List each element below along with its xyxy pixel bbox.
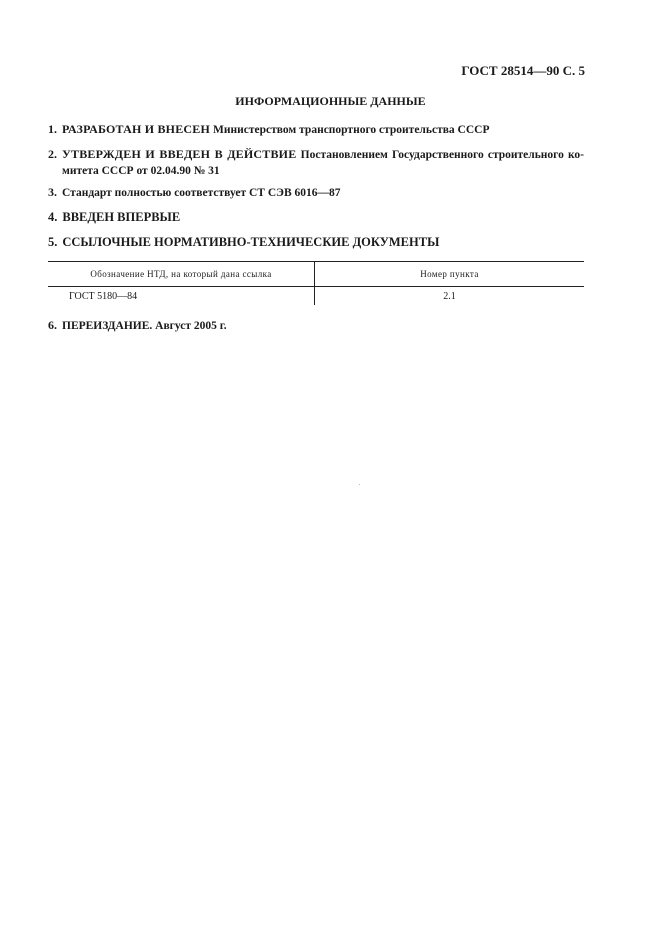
cell-clause: 2.1	[443, 290, 456, 302]
item-line-2: митета СССР от 02.04.90 № 31	[62, 165, 220, 177]
reference-table	[48, 261, 584, 305]
item-line-1	[48, 146, 584, 163]
item-number: 2.	[48, 147, 57, 161]
info-item-3	[48, 184, 584, 201]
item-lead: УТВЕРЖДЕН И ВВЕДЕН В ДЕЙСТВИЕ	[62, 147, 297, 161]
info-item-1	[48, 121, 584, 138]
scan-speck	[359, 484, 360, 485]
info-item-5	[48, 234, 584, 250]
column-header-designation: Обозначение НТД, на который дана ссылка	[48, 262, 315, 287]
item-text: Постановлением Государственного строительного ко-	[300, 149, 584, 161]
item-lead: РАЗРАБОТАН И ВНЕСЕН	[62, 122, 211, 136]
item-number: 1.	[48, 122, 57, 136]
info-item-2	[48, 146, 584, 179]
table-row	[48, 287, 584, 306]
item-number: 4.	[48, 210, 58, 224]
item-number: 6.	[48, 318, 57, 332]
info-item-6	[48, 317, 584, 334]
item-text: ВВЕДЕН ВПЕРВЫЕ	[62, 210, 181, 224]
item-text: ПЕРЕИЗДАНИЕ. Август 2005 г.	[62, 320, 227, 332]
item-number: 5.	[48, 235, 58, 249]
cell-designation: ГОСТ 5180—84	[48, 287, 315, 306]
item-text: Министерством транспортного строительства СССР	[213, 124, 490, 136]
doc-header: ГОСТ 28514—90 С. 5	[461, 63, 585, 78]
item-text: Стандарт полностью соответствует СТ СЭВ 6016—87	[62, 187, 341, 199]
section-title: ИНФОРМАЦИОННЫЕ ДАННЫЕ	[235, 94, 426, 108]
info-item-4	[48, 209, 584, 225]
item-text: ССЫЛОЧНЫЕ НОРМАТИВНО-ТЕХНИЧЕСКИЕ ДОКУМЕНТЫ	[62, 235, 440, 249]
table-header-row	[48, 262, 584, 287]
column-header-clause: Номер пункта	[315, 262, 585, 287]
item-number: 3.	[48, 185, 57, 199]
